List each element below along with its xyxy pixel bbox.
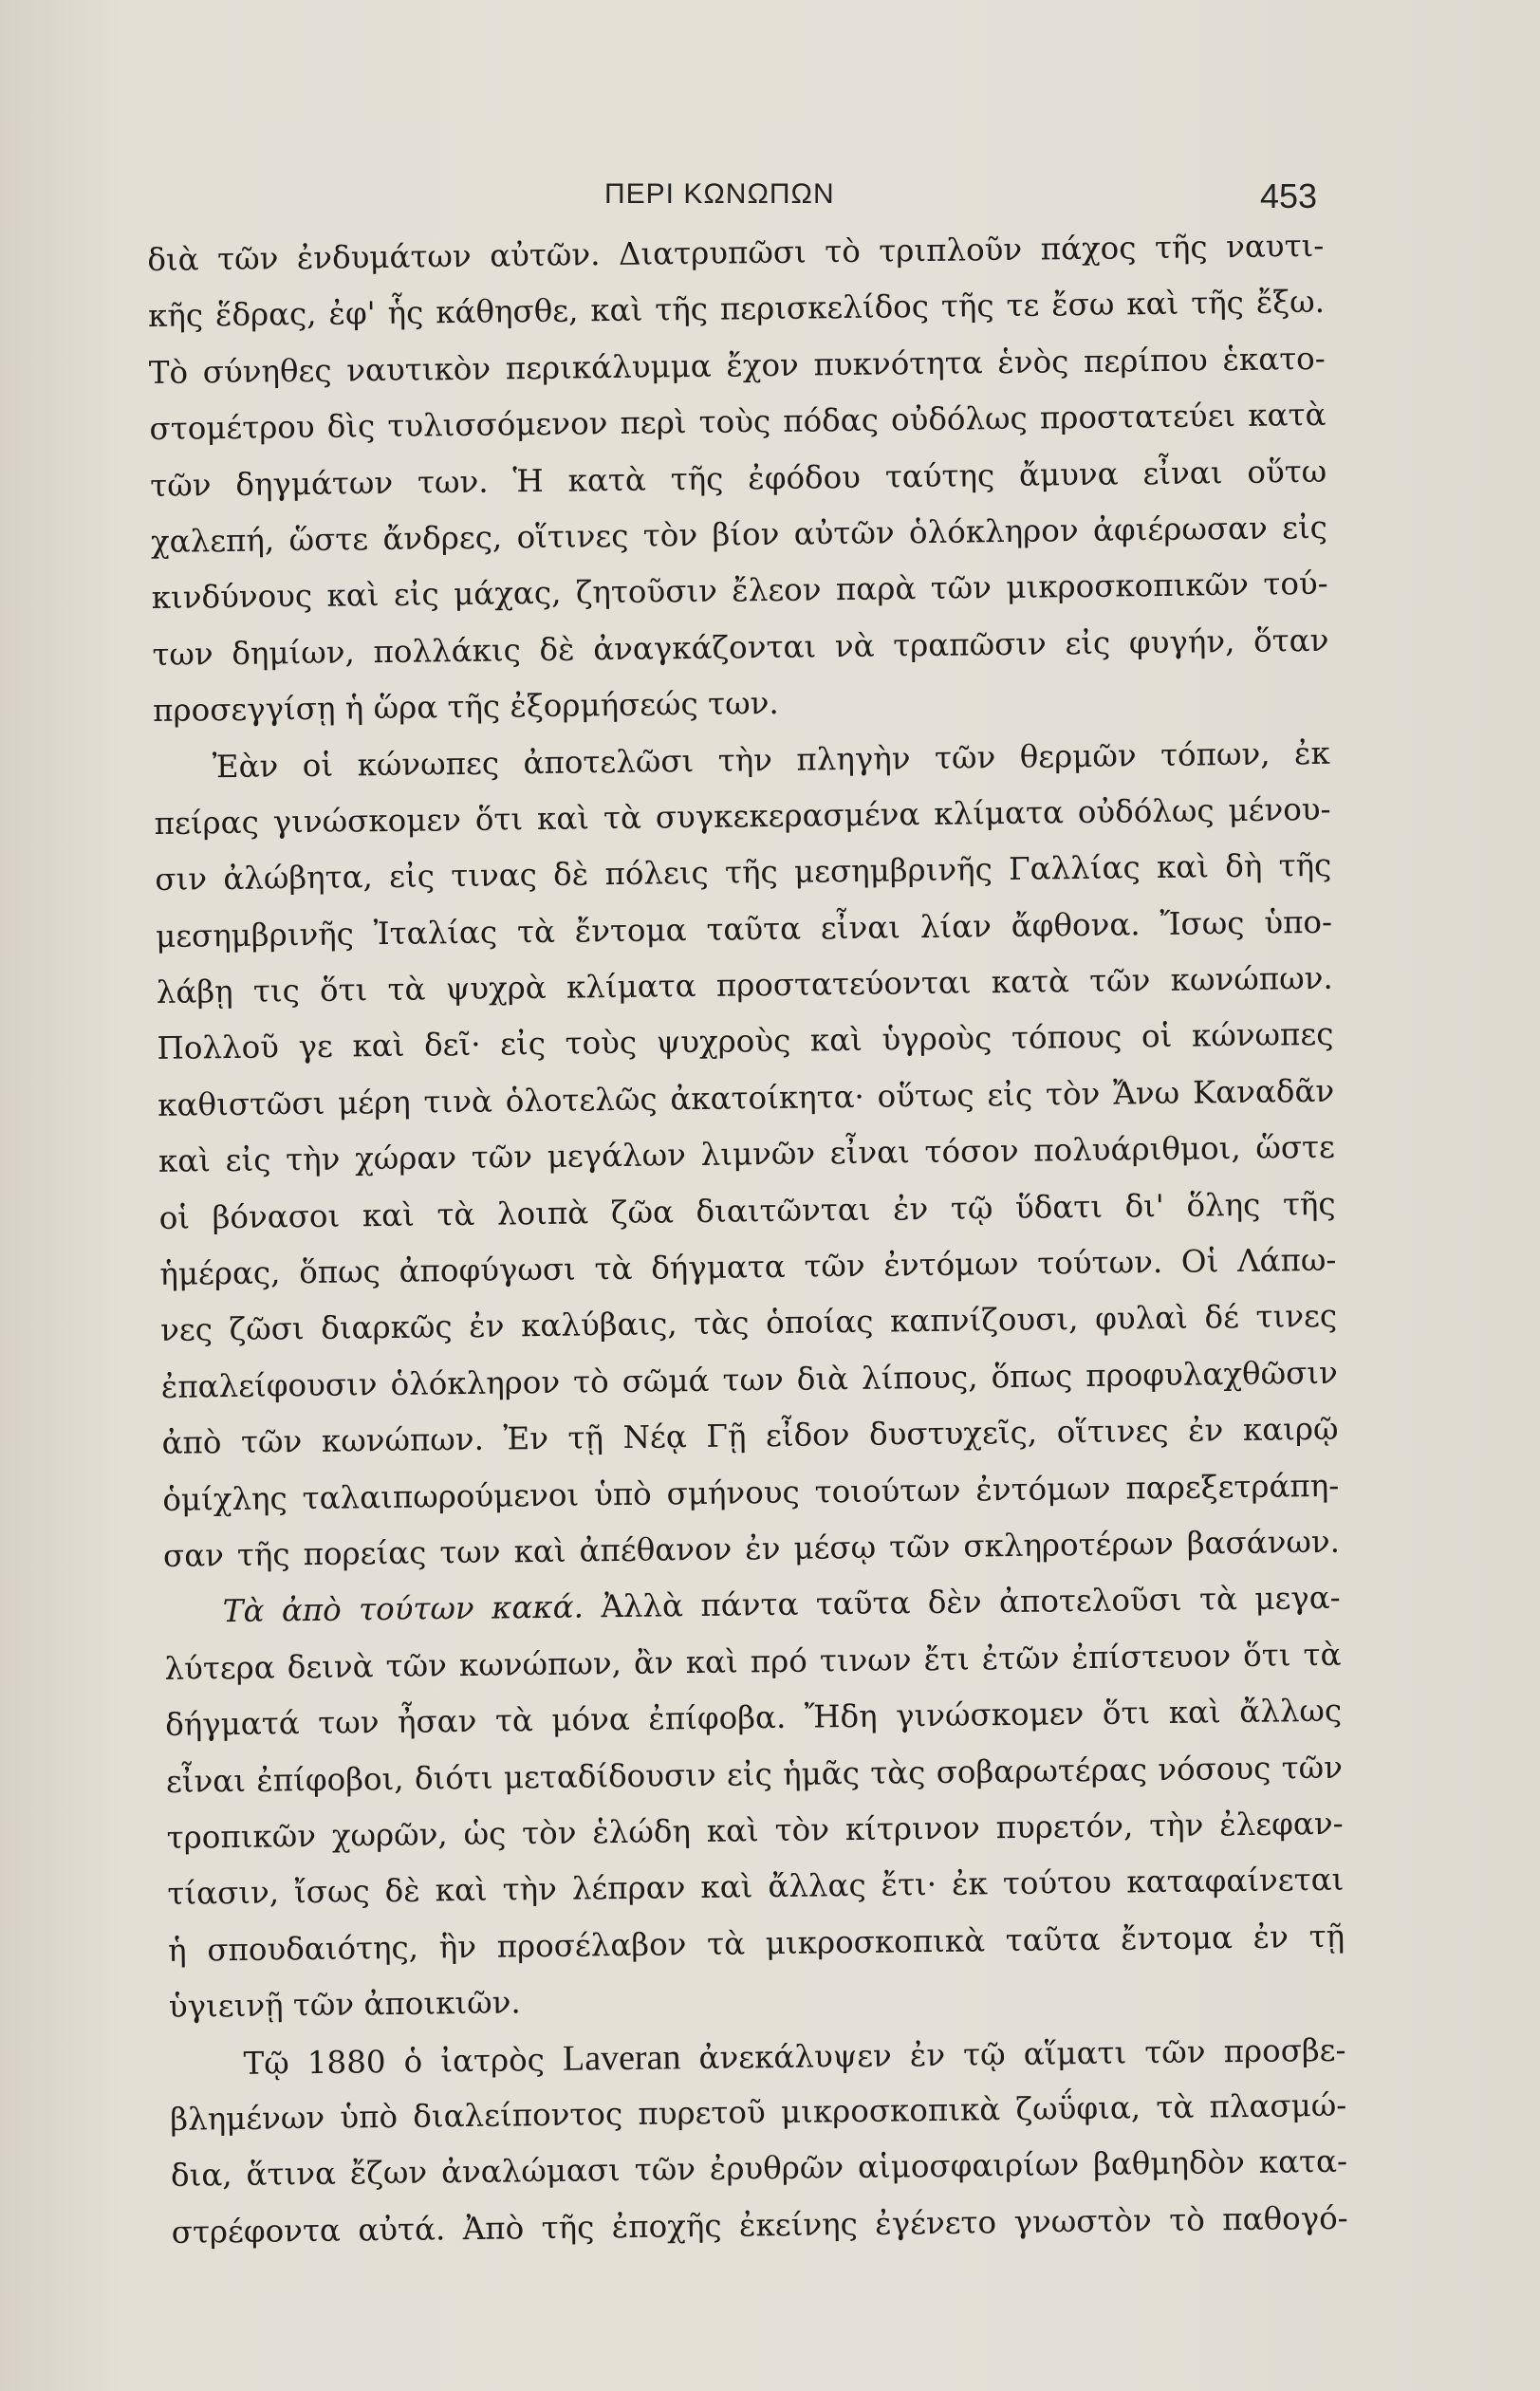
text-line: στρέφοντα αὐτά. Ἀπὸ τῆς ἐποχῆς ἐκείνης ἐγένετο γνωστὸν τὸ παθογό- [171,2199,1348,2251]
paragraph-suffix: ἀνεκάλυψεν ἐν τῷ αἵματι τῶν προσβε- [698,2031,1346,2076]
paragraph-first-line: Ἐὰν οἱ κώνωπες ἀποτελῶσι τὴν πληγὴν τῶν θερμῶν τόπων, ἐκ [212,734,1331,785]
text-line: οἱ βόνασοι καὶ τὰ λοιπὰ ζῶα διαιτῶνται ἐν τῷ ὕδατι δι' ὅλης τῆς [158,1185,1336,1236]
page-header [0,169,1540,226]
text-line: τῶν δηγμάτων των. Ἡ κατὰ τῆς ἐφόδου ταύτης ἄμυνα εἶναι οὕτω [150,453,1327,504]
text-line: καθιστῶσι μέρη τινὰ ὁλοτελῶς ἀκατοίκητα· οὕτως εἰς τὸν Ἄνω Καναδᾶν [158,1072,1335,1123]
text-line: Πολλοῦ γε καὶ δεῖ· εἰς τοὺς ψυχροὺς καὶ ὑγροὺς τόπους οἱ κώνωπες [157,1016,1334,1067]
text-line: χαλεπή, ὥστε ἄνδρες, οἵτινες τὸν βίον αὐτῶν ὁλόκληρον ἀφιέρωσαν εἰς [150,509,1328,560]
paragraph-prefix: Τῷ 1880 ὁ ἰατρὸς [243,2041,546,2082]
text-line: σαν τῆς πορείας των καὶ ἀπέθανον ἐν μέσῳ τῶν σκληροτέρων βασάνων. [162,1523,1341,1574]
text-line: δια, ἅτινα ἔζων ἀναλώμασι τῶν ἐρυθρῶν αἱμοσφαιρίων βαθμηδὸν κατα- [170,2142,1348,2195]
text-line: τροπικῶν χωρῶν, ὡς τὸν ἑλώδη καὶ τὸν κίτρινον πυρετόν, τὴν ἐλεφαν- [166,1805,1344,1856]
text-line: λάβῃ τις ὅτι τὰ ψυχρὰ κλίματα προστατεύονται κατὰ τῶν κωνώπων. [156,959,1333,1011]
text-line: σιν ἀλώβητα, εἰς τινας δὲ πόλεις τῆς μεσημβρινῆς Γαλλίας καὶ δὴ τῆς [155,847,1332,899]
text-line: τίασιν, ἴσως δὲ καὶ τὴν λέπραν καὶ ἄλλας ἔτι· ἐκ τούτου καταφαίνεται [167,1862,1345,1913]
text-line: νες ζῶσι διαρκῶς ἐν καλύβαις, τὰς ὁποίας καπνίζουσι, φυλαὶ δέ τινες [159,1298,1338,1349]
text-line: ἀπὸ τῶν κωνώπων. Ἐν τῇ Νέᾳ Γῇ εἶδον δυστυχεῖς, οἵτινες ἐν καιρῷ [161,1410,1339,1462]
text-line: ἐπαλείφουσιν ὁλόκληρον τὸ σῶμά των διὰ λίπους, ὅπως προφυλαχθῶσιν [160,1354,1339,1405]
text-line: δήγματά των ἦσαν τὰ μόνα ἐπίφοβα. Ἤδη γινώσκομεν ὅτι καὶ ἄλλως [164,1692,1343,1744]
section-line-rest: Ἀλλὰ πάντα ταῦτα δὲν ἀποτελοῦσι τὰ μεγα- [601,1580,1341,1625]
text-line: Τὸ σύνηθες ναυτικὸν περικάλυμμα ἔχον πυκνότητα ἑνὸς περίπου ἑκατο- [148,340,1326,391]
text-line: των δημίων, πολλάκις δὲ ἀναγκάζονται νὰ τραπῶσιν εἰς φυγήν, ὅταν [152,621,1329,673]
text-line: λύτερα δεινὰ τῶν κωνώπων, ἂν καὶ πρό τινων ἔτι ἐτῶν ἐπίστευον ὅτι τὰ [164,1636,1342,1687]
text-line: καὶ εἰς τὴν χώραν τῶν μεγάλων λιμνῶν εἶναι τόσον πολυάριθμοι, ὥστε [158,1129,1336,1180]
text-line: ὁμίχλης ταλαιπωρούμενοι ὑπὸ σμήνους τοιούτων ἐντόμων παρεξετράπη- [162,1467,1340,1518]
text-line: κῆς ἕδρας, ἐφ' ἧς κάθησθε, καὶ τῆς περισκελίδος τῆς τε ἔσω καὶ τῆς ἔξω. [147,284,1326,335]
text-line: ἡμέρας, ὅπως ἀποφύγωσι τὰ δήγματα τῶν ἐντόμων τούτων. Οἱ Λάπω- [159,1241,1337,1292]
running-title: ΠΕΡΙ ΚΩΝΩΠΩΝ [604,178,835,210]
text-line: εἶναι ἐπίφοβοι, διότι μεταδίδουσιν εἰς ἡμᾶς τὰς σοβαρωτέρας νόσους τῶν [165,1749,1344,1800]
page-number: 453 [1260,176,1318,215]
section-heading: Τὰ ἀπὸ τούτων κακά. [222,1588,584,1630]
text-line: ἡ σπουδαιότης, ἣν προσέλαβον τὰ μικροσκοπικὰ ταῦτα ἔντομα ἐν τῇ [167,1918,1345,1969]
text-line: διὰ τῶν ἐνδυμάτων αὐτῶν. Διατρυπῶσι τὸ τριπλοῦν πάχος τῆς ναυτι- [147,227,1325,278]
text-line: στομέτρου δὶς τυλισσόμενον περὶ τοὺς πόδας οὐδόλως προστατεύει κατὰ [149,397,1327,448]
text-line: προσεγγίσῃ ἡ ὥρα τῆς ἐξορμήσεώς των. [152,685,779,730]
text-line: κινδύνους καὶ εἰς μάχας, ζητοῦσιν ἔλεον παρὰ τῶν μικροσκοπικῶν τού- [151,565,1328,617]
body-text [147,218,1348,2261]
laveran-name: Laveran [562,2036,681,2079]
text-line: μεσημβρινῆς Ἰταλίας τὰ ἔντομα ταῦτα εἶναι λίαν ἄφθονα. Ἴσως ὑπο- [155,903,1333,955]
text-line: πείρας γινώσκομεν ὅτι καὶ τὰ συγκεκερασμένα κλίματα οὐδόλως μένου- [154,790,1331,842]
text-line: ὑγιεινῇ τῶν ἀποικιῶν. [168,1984,521,2025]
text-line: βλημένων ὑπὸ διαλείποντος πυρετοῦ μικροσκοπικὰ ζωΰφια, τὰ πλασμώ- [170,2086,1347,2138]
